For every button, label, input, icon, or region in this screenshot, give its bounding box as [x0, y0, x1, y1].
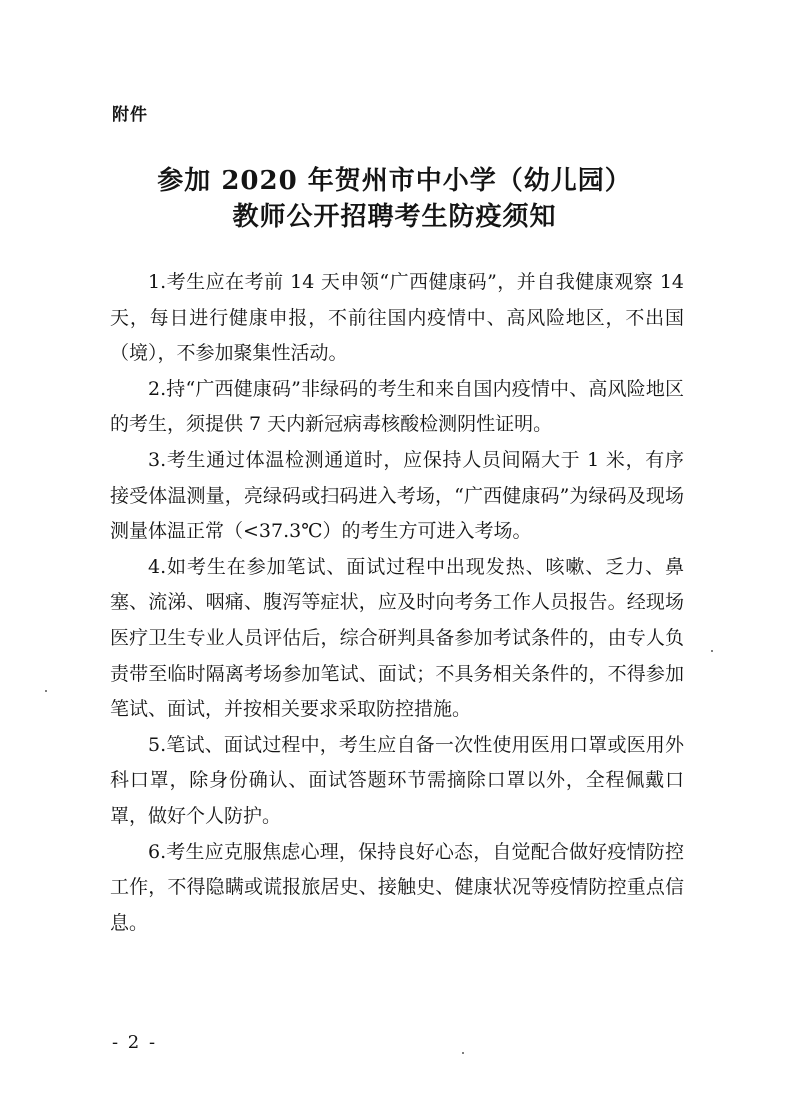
paragraph-6: 6.考生应克服焦虑心理，保持良好心态，自觉配合做好疫情防控工作，不得隐瞒或谎报旅居史、接触史、健康状况等疫情防控重点信息。 [110, 840, 684, 934]
page-number: - 2 - [112, 1032, 158, 1053]
attachment-label: 附件 [112, 105, 148, 125]
title-line-2: 教师公开招聘考生防疫须知 [232, 202, 557, 232]
paragraph-5: 5.笔试、面试过程中，考生应自备一次性使用医用口罩或医用外科口罩，除身份确认、面试答题环节需摘除口罩以外，全程佩戴口罩，做好个人防护。 [110, 733, 684, 827]
paragraph-1: 1.考生应在考前 14 天申领“广西健康码”，并自我健康观察 14 天，每日进行健康申报，不前往国内疫情中、高风险地区，不出国（境），不参加聚集性活动。 [110, 271, 684, 365]
paragraph-3: 3.考生通过体温检测通道时，应保持人员间隔大于 1 米，有序接受体温测量，亮绿码或扫码进入考场，“广西健康码”为绿码及现场测量体温正常（<37.3℃）的考生方可进入考场。 [110, 448, 684, 543]
paragraph-4: 4.如考生在参加笔试、面试过程中出现发热、咳嗽、乏力、鼻塞、流涕、咽痛、腹泻等症状，应及时向考务工作人员报告。经现场医疗卫生专业人员评估后，综合研判具备参加考试条件的，由专人负责带至临时隔离考场参加笔试、面试；不具务相关条件的，不得参加笔试、面试，并按相关要求采取防控措施。 [110, 555, 684, 721]
title-line-1: 参加 2020 年贺州市中小学（幼儿园） [157, 166, 632, 196]
scan-speck [711, 650, 713, 652]
document-title [0, 163, 789, 235]
scan-speck [45, 690, 47, 692]
paragraph-2: 2.持“广西健康码”非绿码的考生和来自国内疫情中、高风险地区的考生，须提供 7 天内新冠病毒核酸检测阴性证明。 [110, 377, 684, 436]
document-body [110, 265, 684, 941]
scan-speck [462, 1052, 464, 1054]
